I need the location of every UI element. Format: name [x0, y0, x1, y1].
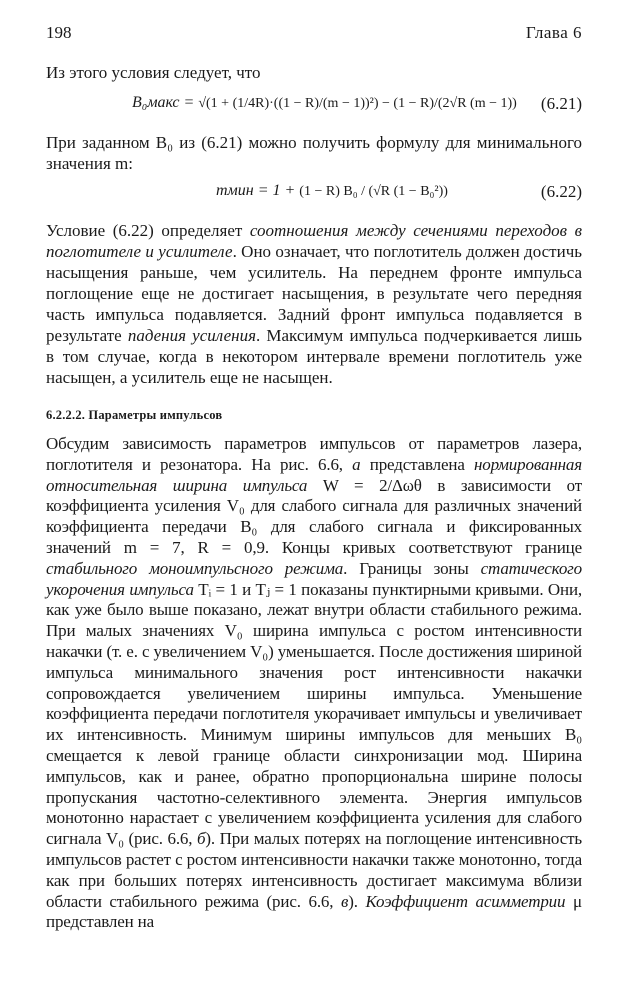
text-run: Tᵢ = 1 и Tⱼ = 1 показаны пунктирными кривыми. Они, как уже было выше показано, лежат внутри области стабильного режима. При малых значениях V₀ ширина импульса с ростом интенсивности накачки (т. е. с увеличением V₀) уменьшается. После достижения шириной импульса минимального значения рост интенсивности накачки сопровождается увеличением ширины импульса. Уменьшение коэффициента передачи поглотителя укорачивает импульсы и увеличивает их интенсивность. Минимум ширины импульсов для меньших B₀ смещается к левой границе области синхронизации мод. Ширина импульсов, как и ранее, обратно пропорциональна ширине полосы пропускания частотно-селективного элемента. Энергия импульсов монотонно нарастает с увеличением коэффициента усиления для слабого сигнала V₀ (рис. 6.6, — [46, 579, 582, 849]
equation-6-21-lhs: B₀макс = — [132, 94, 195, 111]
emphasis-run: Коэффициент асимметрии — [365, 891, 566, 911]
text-run: Обсудим зависимость параметров импульсов от параметров лазера, поглотителя и резонатора. На рис. 6.6, — [46, 434, 582, 474]
emphasis-run: в — [341, 891, 349, 911]
paragraph-pulse-params — [46, 434, 582, 933]
paragraph-b0-formula: При заданном B₀ из (6.21) можно получить формулу для минимального значения m: — [46, 133, 582, 173]
section-heading: 6.2.2.2. Параметры импульсов — [46, 408, 223, 422]
intro-text: Из этого условия следует, что — [46, 63, 261, 82]
equation-6-22-lhs: mмин = 1 + — [216, 182, 296, 199]
page-header — [46, 22, 582, 44]
equation-6-22-rhs: (1 − R) B₀ / (√R (1 − B₀²)) — [299, 184, 448, 199]
emphasis-run: соотношения между сечениями переходов в поглотителе и усилителе — [46, 221, 583, 261]
emphasis-run: нормированная относительная ширина импульса — [46, 454, 582, 495]
emphasis-run: статического укорочения импульса — [46, 558, 583, 599]
text-run: ). — [348, 891, 366, 911]
page-number: 198 — [46, 23, 72, 42]
paragraph-condition — [46, 220, 582, 388]
equation-6-22-number: (6.22) — [540, 182, 582, 201]
equation-6-21-rhs: √(1 + (1/4R)·((1 − R)/(m − 1))²) − (1 − R)/(2√R (m − 1)) — [198, 96, 517, 111]
chapter-title: Глава 6 — [525, 23, 582, 42]
text-run: . Границы зоны — [343, 558, 481, 578]
equation-6-22 — [46, 176, 582, 216]
text-run: W = 2/Δωθ в зависимости от коэффициента усиления V₀ для слабого сигнала для различных значений коэффициента передачи B₀ для слабого сигнала и фиксированных значений m = 7, R = 0,9. Концы кривых соответствуют границе — [46, 475, 583, 557]
text-run: . Максимум импульса подчеркивается лишь в том случае, когда в некотором интервале времени поглотитель уже насыщен, а усилитель еще не насыщен. — [46, 326, 583, 387]
emphasis-run: падения усиления — [127, 326, 256, 345]
text-run: представлена — [360, 454, 474, 474]
emphasis-run: а — [352, 454, 361, 474]
equation-6-21 — [46, 86, 582, 130]
equation-6-21-number: (6.21) — [540, 94, 582, 113]
emphasis-run: стабильного моноимпульсного режима — [46, 558, 344, 578]
text-run: Условие (6.22) определяет — [46, 221, 250, 240]
text-run: ). При малых потерях на поглощение интенсивность импульсов растет с ростом интенсивности накачки также монотонно, тогда как при больших потерях интенсивность достигает максимума вблизи области стабильного режима (рис. 6.6, — [46, 829, 582, 911]
text-run: . Оно означает, что поглотитель должен достичь насыщения раньше, чем усилитель. На переднем фронте импульса поглощение еще не достигает насыщения, в результате чего передняя часть импульса подавляется. Задний фронт импульса подавляется в результате — [46, 242, 582, 345]
text-run: μ представлен на — [46, 891, 582, 932]
emphasis-run: б — [197, 829, 206, 849]
